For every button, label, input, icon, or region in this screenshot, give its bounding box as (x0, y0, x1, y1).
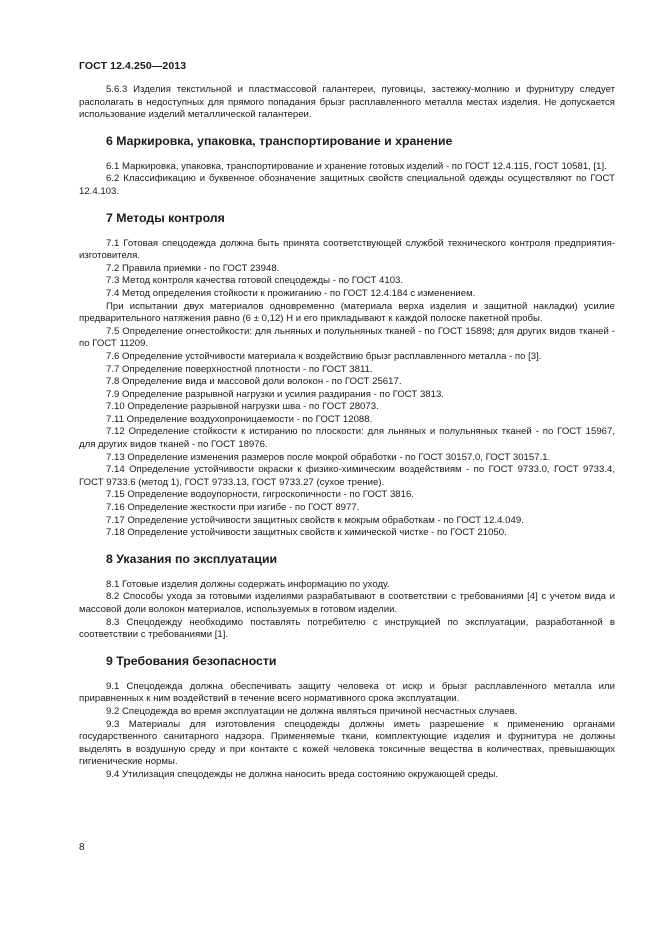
section-title: 7 Методы контроля (106, 210, 225, 225)
section-paragraph: 7.5 Определение огнестойкости: для льняных и полульняных тканей - по ГОСТ 15898; для других видов тканей - по ГОСТ 11209. (79, 325, 615, 350)
section-paragraph: 7.11 Определение воздухопроницаемости - по ГОСТ 12088. (106, 413, 373, 425)
section-paragraph: 7.14 Определение устойчивости окраски к физико-химическим воздействиям - по ГОСТ 9733.0, ГОСТ 9733.4, ГОСТ 9733.6 (метод 1), ГОСТ 9733.13, ГОСТ 9733.27 (сухое трение). (79, 464, 615, 488)
section (79, 552, 615, 642)
section-paragraph: 7.10 Определение разрывной нагрузки шва - по ГОСТ 28073. (106, 401, 379, 413)
section-paragraph: 6.1 Маркировка, упаковка, транспортирование и хранение готовых изделий - по ГОСТ 12.4.115, ГОСТ 10581, [1]. (106, 160, 607, 172)
section-title: 6 Маркировка, упаковка, транспортирование и хранение (106, 133, 453, 148)
section-paragraph: 7.7 Определение поверхностной плотности - по ГОСТ 3811. (106, 363, 373, 375)
section (79, 654, 615, 782)
section-paragraph: 7.15 Определение водоупорности, гигроскопичности - по ГОСТ 3816. (106, 489, 414, 501)
section-paragraph: 7.4 Метод определения стойкости к прожиганию - по ГОСТ 12.4.184 с изменением. (106, 287, 476, 299)
section-paragraph: 7.1 Готовая спецодежда должна быть принята соответствующей службой технического контроля предприятия-изготовителя. (79, 237, 615, 262)
section-paragraph: 8.2 Способы ухода за готовыми изделиями разрабатывают в соответствии с требованиями [4] с учетом вида и массовой доли волокон материалов, используемых в готовом изделии. (79, 591, 615, 615)
section (79, 134, 615, 199)
section-paragraph: 9.2 Спецодежда во время эксплуатации не должна являться причиной несчастных случаев. (106, 705, 518, 717)
section-paragraph: При испытании двух материалов одновременно (материала верха изделия и защитной накладки) усилие предварительного натяжения равно (6 ± 0,12) Н и его прикладывают к каждой полоске пакетной пробы. (79, 300, 615, 325)
section-paragraph: 9.1 Спецодежда должна обеспечивать защиту человека от искр и брызг расплавленного металла или приравненных к ним воздействий в течение всего нормативного срока эксплуатации. (79, 680, 615, 705)
section-title: 9 Требования безопасности (106, 653, 277, 668)
section-paragraph: 7.2 Правила приемки - по ГОСТ 23948. (106, 262, 280, 274)
section (79, 211, 615, 540)
section-paragraph: 8.1 Готовые изделия должны содержать информацию по уходу. (106, 578, 390, 590)
document-header: ГОСТ 12.4.250—2013 (79, 60, 187, 72)
section-paragraph: 9.3 Материалы для изготовления спецодежды должны иметь разрешение к применению органами государственного санитарного надзора. Применяемые ткани, комплектующие изделия и фурнитура не должны выделять в воздушную среду и при контакте с кожей человека токсичные вещества в количествах, превышающих гигиенические нормы. (79, 718, 615, 768)
section-paragraph: 6.2 Классификацию и буквенное обозначение защитных свойств специальной одежды осуществляют по ГОСТ 12.4.103. (79, 173, 615, 197)
section-paragraph: 7.3 Метод контроля качества готовой спецодежды - по ГОСТ 4103. (106, 275, 404, 287)
section-paragraph: 7.12 Определение стойкости к истиранию по плоскости: для льняных и полульняных тканей - по ГОСТ 15967, для других видов тканей - по ГОСТ 18976. (79, 426, 615, 451)
section-paragraph: 7.8 Определение вида и массовой доли волокон - по ГОСТ 25617. (106, 376, 402, 388)
section-title: 8 Указания по эксплуатации (106, 551, 278, 566)
section-paragraph: 7.17 Определение устойчивости защитных свойств к мокрым обработкам - по ГОСТ 12.4.049. (106, 514, 524, 526)
document-body (79, 84, 615, 782)
intro-paragraph: 5.6.3 Изделия текстильной и пластмассовой галантереи, пуговицы, застежку-молнию и фурнитуру следует располагать в недоступных для прямого попадания брызг расплавленного металла местах изделия. Не допускается использование изделий металлической галантереи. (79, 84, 615, 121)
section-paragraph: 8.3 Спецодежду необходимо поставлять потребителю с инструкцией по эксплуатации, разработанной в соответствии с требованиями [1]. (79, 616, 615, 641)
section-paragraph: 7.18 Определение устойчивости защитных свойств к химической чистке - по ГОСТ 21050. (106, 527, 507, 539)
section-paragraph: 7.9 Определение разрывной нагрузки и усилия раздирания - по ГОСТ 3813. (106, 388, 444, 400)
page-number: 8 (79, 842, 85, 853)
section-paragraph: 9.4 Утилизация спецодежды не должна наносить вреда состоянию окружающей среды. (106, 768, 499, 780)
section-paragraph: 7.6 Определение устойчивости материала к воздействию брызг расплавленного металла - по [3]. (106, 350, 542, 362)
section-paragraph: 7.13 Определение изменения размеров после мокрой обработки - по ГОСТ 30157.0, ГОСТ 30157.1. (106, 451, 551, 463)
section-paragraph: 7.16 Определение жесткости при изгибе - по ГОСТ 8977. (106, 502, 360, 514)
